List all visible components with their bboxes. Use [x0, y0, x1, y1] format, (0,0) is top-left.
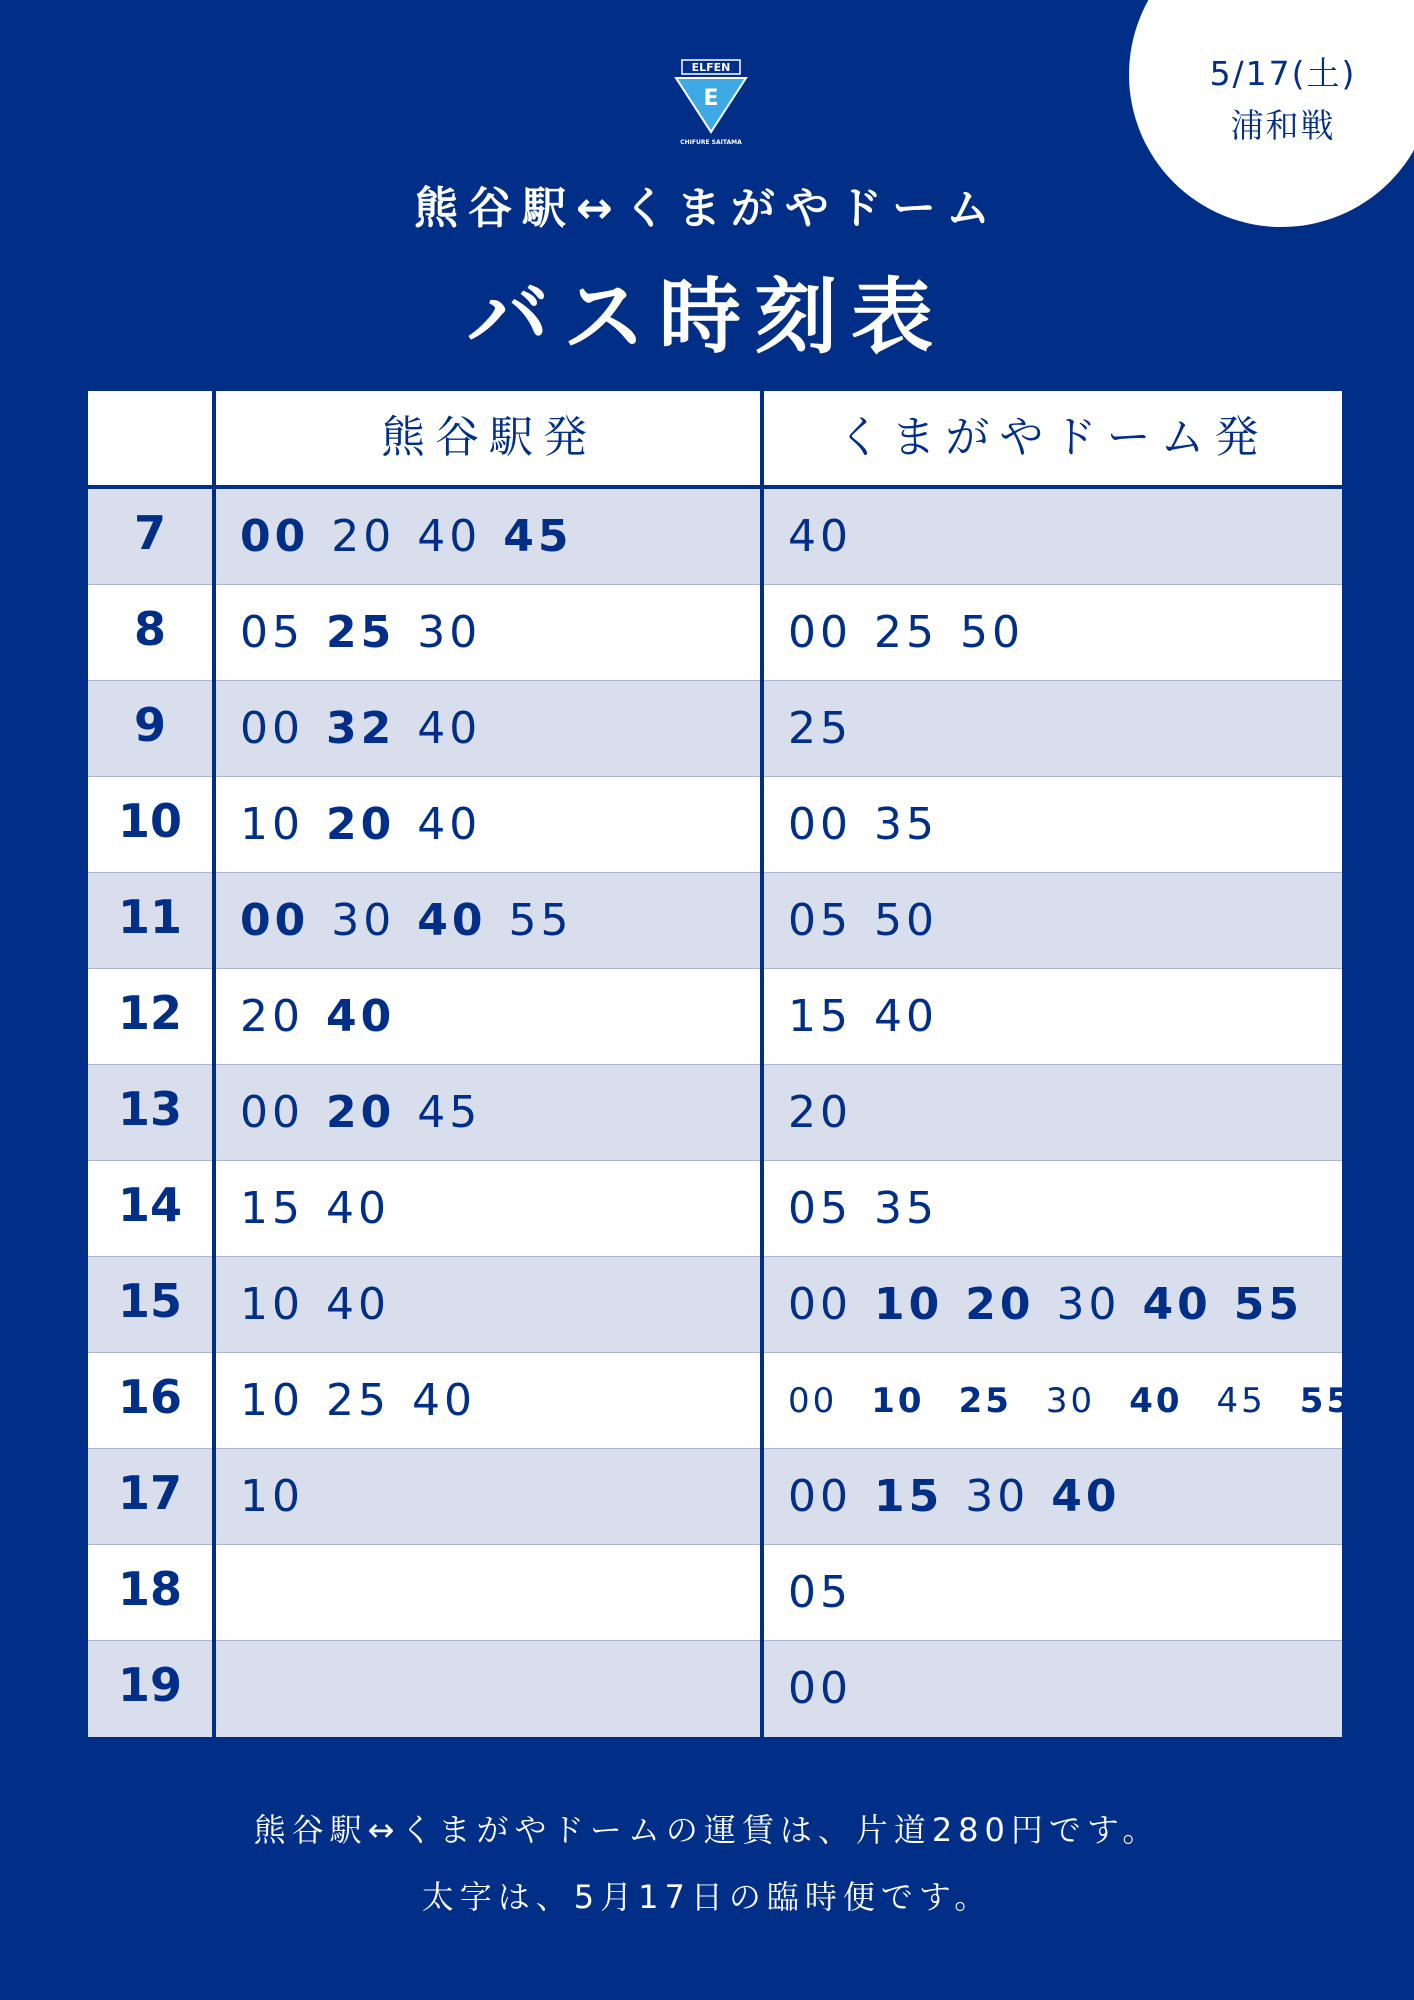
kumagaya-departures-cell	[240, 1353, 760, 1449]
table-row	[88, 489, 1342, 585]
kumagaya-departures-cell	[240, 489, 760, 585]
departure-minute: 40	[326, 1183, 390, 1234]
hour-cell: 9	[133, 698, 166, 752]
departure-minute: 05	[788, 1567, 852, 1618]
hour-cell: 14	[117, 1178, 182, 1232]
departure-minute: 25	[326, 1375, 390, 1426]
departure-minute: 15	[788, 991, 852, 1042]
departure-minute: 15	[874, 1471, 944, 1522]
departure-minute: 55	[1233, 1279, 1303, 1330]
hour-cell: 7	[133, 506, 166, 560]
departure-minute: 20	[331, 511, 396, 562]
hour-cell: 19	[117, 1658, 182, 1712]
dome-departures-cell	[788, 1449, 1338, 1545]
departure-minute: 40	[788, 511, 852, 562]
hour-cell: 10	[117, 794, 182, 848]
dome-departures-cell	[788, 777, 1338, 873]
column-divider-hour	[212, 391, 216, 1737]
kumagaya-departures-cell	[240, 1065, 760, 1161]
departure-minute: 40	[417, 799, 482, 850]
departure-minute: 40	[1129, 1381, 1183, 1421]
departure-minute: 50	[874, 895, 938, 946]
timetable-header	[88, 391, 1342, 485]
departure-minute: 25	[958, 1381, 1012, 1421]
hour-cell: 17	[117, 1466, 182, 1520]
departure-minute: 40	[326, 1279, 390, 1330]
kumagaya-departures-cell	[240, 873, 760, 969]
departure-minute: 05	[240, 607, 304, 658]
departure-minute: 40	[326, 991, 396, 1042]
departure-minute: 25	[788, 703, 852, 754]
table-row	[88, 1545, 1342, 1641]
kumagaya-departures-cell	[240, 1257, 760, 1353]
match-opponent: 浦和戦	[1230, 106, 1336, 145]
departure-minute: 10	[240, 1279, 304, 1330]
dome-departures-cell	[788, 1641, 1338, 1737]
column-divider-middle	[760, 391, 764, 1737]
departure-minute: 15	[240, 1183, 304, 1234]
timetable	[88, 391, 1354, 1737]
departure-minute: 45	[417, 1087, 482, 1138]
logo-letter: E	[703, 86, 719, 111]
table-row	[88, 1065, 1342, 1161]
departure-minute: 00	[788, 1663, 852, 1714]
departure-minute: 00	[240, 895, 310, 946]
hour-cell: 8	[133, 602, 166, 656]
dome-departures-cell	[788, 681, 1338, 777]
departure-minute: 00	[788, 1279, 852, 1330]
dome-departures-cell	[788, 969, 1338, 1065]
departure-minute: 10	[240, 1471, 304, 1522]
hour-cell: 16	[117, 1370, 182, 1424]
departure-minute: 40	[1142, 1279, 1212, 1330]
dome-departures-cell	[788, 1353, 1354, 1449]
departure-minute: 40	[874, 991, 938, 1042]
departure-minute: 20	[326, 799, 396, 850]
hour-cell: 13	[117, 1082, 182, 1136]
elfen-logo	[666, 58, 756, 148]
kumagaya-departures-cell	[240, 1641, 760, 1737]
match-date: 5/17(土)	[1209, 54, 1357, 93]
table-row	[88, 1257, 1342, 1353]
departure-minute: 20	[965, 1279, 1035, 1330]
departure-minute: 30	[331, 895, 396, 946]
table-row	[88, 1161, 1342, 1257]
departure-minute: 45	[503, 511, 573, 562]
departure-minute: 20	[240, 991, 304, 1042]
departure-minute: 55	[508, 895, 573, 946]
departure-minute: 10	[240, 1375, 304, 1426]
hour-cell: 12	[117, 986, 182, 1040]
departure-minute: 05	[788, 895, 852, 946]
departure-minute: 55	[1299, 1381, 1354, 1421]
column-header-dome: くまがやドーム発	[837, 412, 1269, 463]
departure-minute: 10	[240, 799, 304, 850]
table-row	[88, 873, 1342, 969]
table-row	[88, 681, 1342, 777]
table-row	[88, 777, 1342, 873]
departure-minute: 32	[326, 703, 396, 754]
dome-departures-cell	[788, 1065, 1338, 1161]
hour-cell: 18	[117, 1562, 182, 1616]
departure-minute: 25	[326, 607, 396, 658]
departure-minute: 00	[240, 1087, 304, 1138]
kumagaya-departures-cell	[240, 969, 760, 1065]
hour-cell: 15	[117, 1274, 182, 1328]
departure-minute: 05	[788, 1183, 852, 1234]
departure-minute: 00	[788, 607, 852, 658]
kumagaya-departures-cell	[240, 777, 760, 873]
hour-cell: 11	[117, 890, 182, 944]
dome-departures-cell	[788, 1161, 1338, 1257]
departure-minute: 20	[788, 1087, 852, 1138]
bold-legend-note: 太字は、5月17日の臨時便です。	[421, 1878, 993, 1916]
departure-minute: 10	[871, 1381, 925, 1421]
departure-minute: 30	[417, 607, 482, 658]
departure-minute: 40	[412, 1375, 476, 1426]
departure-minute: 40	[417, 895, 487, 946]
departure-minute: 40	[1051, 1471, 1121, 1522]
dome-departures-cell	[788, 585, 1338, 681]
dome-departures-cell	[788, 489, 1338, 585]
logo-top-text: ELFEN	[691, 61, 731, 74]
kumagaya-departures-cell	[240, 585, 760, 681]
departure-minute: 30	[1045, 1381, 1096, 1421]
date-badge-text	[1160, 48, 1406, 152]
departure-minute: 25	[874, 607, 938, 658]
kumagaya-departures-cell	[240, 1161, 760, 1257]
departure-minute: 30	[1056, 1279, 1121, 1330]
departure-minute: 35	[874, 799, 938, 850]
departure-minute: 00	[788, 1471, 852, 1522]
column-header-kumagaya: 熊谷駅発	[381, 412, 597, 463]
dome-departures-cell	[788, 873, 1338, 969]
kumagaya-departures-cell	[240, 681, 760, 777]
dome-departures-cell	[788, 1257, 1338, 1353]
departure-minute: 45	[1216, 1381, 1266, 1421]
timetable-body	[88, 489, 1354, 1737]
departure-minute: 20	[326, 1087, 396, 1138]
kumagaya-departures-cell	[240, 1449, 760, 1545]
departure-minute: 40	[417, 703, 482, 754]
page-title: バス時刻表	[466, 270, 947, 365]
logo-bottom-text: CHIFURE SAITAMA	[680, 139, 742, 146]
table-row	[88, 1353, 1354, 1449]
table-row	[88, 585, 1342, 681]
departure-minute: 10	[874, 1279, 944, 1330]
departure-minute: 00	[240, 511, 310, 562]
departure-minute: 00	[788, 799, 852, 850]
table-row	[88, 1641, 1342, 1737]
table-row	[88, 1449, 1342, 1545]
departure-minute: 00	[240, 703, 304, 754]
route-subtitle: 熊谷駅↔くまがやドーム	[414, 183, 1000, 234]
departure-minute: 30	[965, 1471, 1030, 1522]
departure-minute: 50	[960, 607, 1024, 658]
departure-minute: 40	[417, 511, 482, 562]
table-row	[88, 969, 1342, 1065]
kumagaya-departures-cell	[240, 1545, 760, 1641]
fare-note: 熊谷駅↔くまがやドームの運賃は、片道280円です。	[253, 1811, 1161, 1849]
departure-minute: 35	[874, 1183, 938, 1234]
dome-departures-cell	[788, 1545, 1338, 1641]
departure-minute: 00	[788, 1381, 838, 1421]
